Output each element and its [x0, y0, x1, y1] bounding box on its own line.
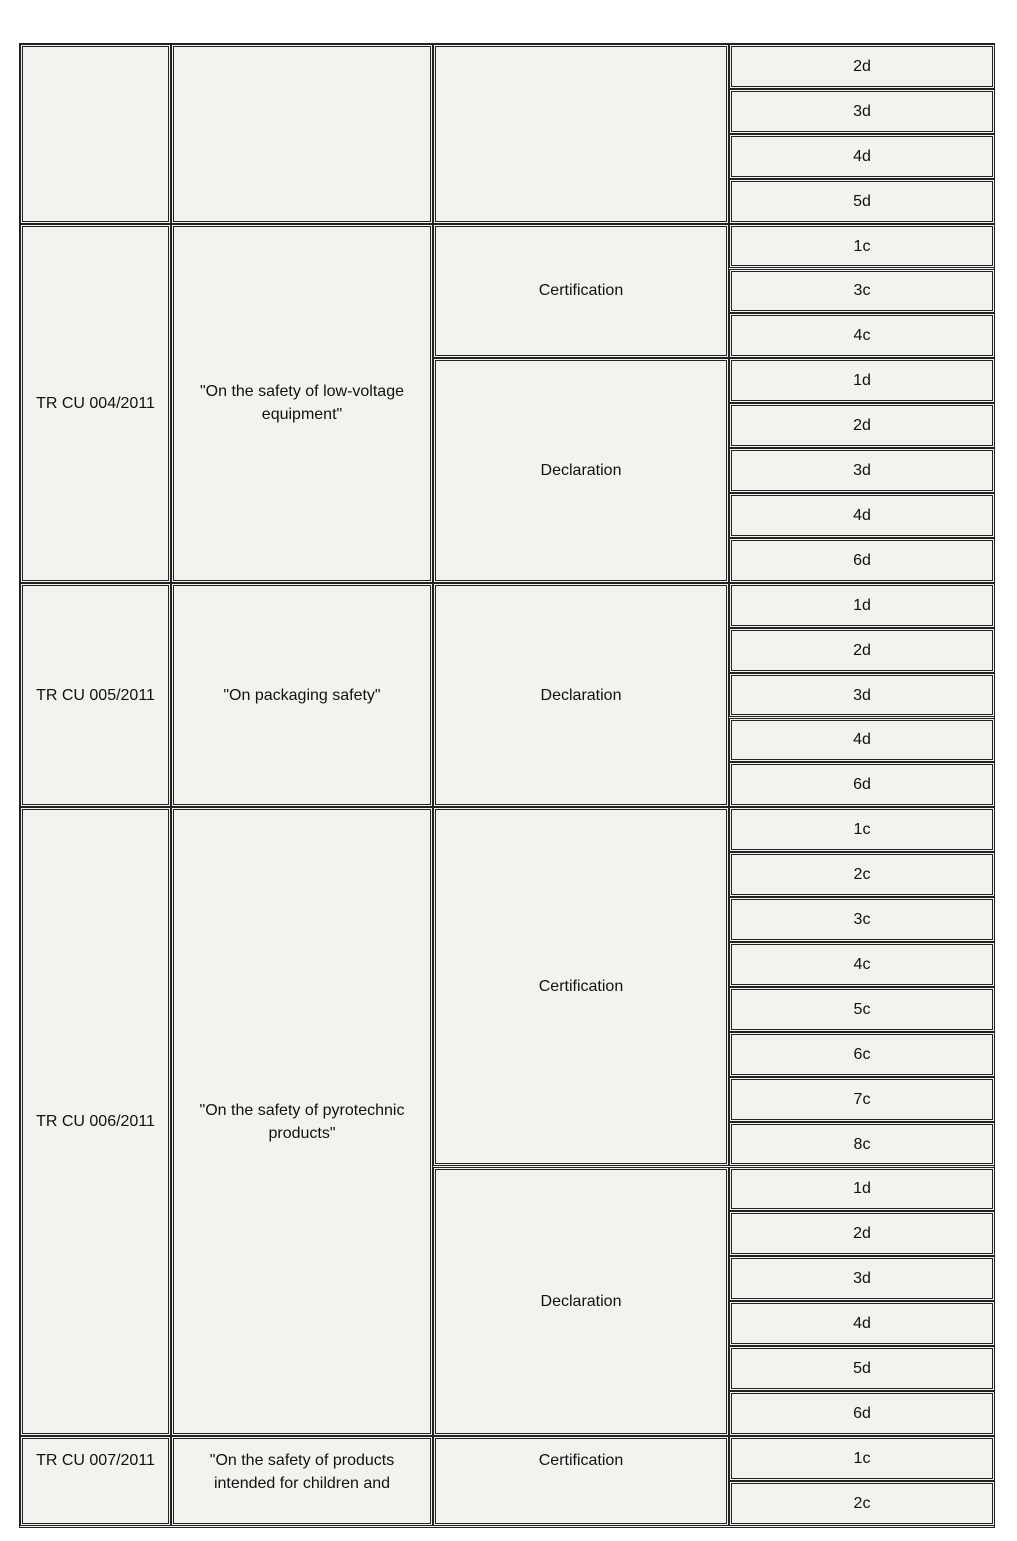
conformity-form-cell: Certification [433, 224, 729, 359]
scheme-cell: 4c [729, 942, 995, 987]
conformity-form-cell [433, 44, 729, 224]
scheme-cell: 3c [729, 269, 995, 314]
scheme-cell: 1c [729, 807, 995, 852]
scheme-cell: 4d [729, 718, 995, 763]
scheme-cell: 6d [729, 762, 995, 807]
scheme-cell: 1d [729, 358, 995, 403]
scheme-cell: 3c [729, 897, 995, 942]
regulation-title-cell: "On the safety of low-voltage equipment" [171, 224, 433, 583]
conformity-form-cell: Declaration [433, 583, 729, 808]
regulation-code-cell: TR CU 006/2011 [20, 807, 171, 1436]
scheme-cell: 3d [729, 89, 995, 134]
scheme-cell: 1c [729, 1436, 995, 1481]
regulation-title-cell: "On packaging safety" [171, 583, 433, 808]
scheme-cell: 6d [729, 1391, 995, 1436]
scheme-cell: 2c [729, 1481, 995, 1526]
scheme-cell: 7c [729, 1077, 995, 1122]
scheme-cell: 2d [729, 628, 995, 673]
regulation-code-cell: TR CU 004/2011 [20, 224, 171, 583]
scheme-cell: 3d [729, 1256, 995, 1301]
scheme-cell: 4d [729, 493, 995, 538]
scheme-cell: 8c [729, 1122, 995, 1167]
scheme-cell: 6c [729, 1032, 995, 1077]
scheme-cell: 5d [729, 1346, 995, 1391]
scheme-cell: 5c [729, 987, 995, 1032]
scheme-cell: 3d [729, 448, 995, 493]
scheme-cell: 4c [729, 313, 995, 358]
scheme-cell: 2d [729, 44, 995, 89]
regulation-title-cell: "On the safety of pyrotechnic products" [171, 807, 433, 1436]
conformity-form-cell: Declaration [433, 1167, 729, 1436]
regulation-code-cell: TR CU 007/2011 [20, 1436, 171, 1526]
scheme-cell: 4d [729, 134, 995, 179]
regulation-title-cell [171, 44, 433, 224]
scheme-cell: 1d [729, 1167, 995, 1212]
scheme-cell: 4d [729, 1301, 995, 1346]
scheme-cell: 2c [729, 852, 995, 897]
scheme-cell: 3d [729, 673, 995, 718]
scheme-cell: 2d [729, 403, 995, 448]
regulation-code-cell [20, 44, 171, 224]
regulations-table [19, 43, 995, 1528]
scheme-cell: 2d [729, 1211, 995, 1256]
scheme-cell: 1d [729, 583, 995, 628]
scheme-cell: 6d [729, 538, 995, 583]
scheme-cell: 5d [729, 179, 995, 224]
regulation-code-cell: TR CU 005/2011 [20, 583, 171, 808]
regulation-title-cell: "On the safety of products intended for children and [171, 1436, 433, 1526]
conformity-form-cell: Declaration [433, 358, 729, 583]
conformity-form-cell: Certification [433, 807, 729, 1166]
conformity-form-cell: Certification [433, 1436, 729, 1526]
scheme-cell: 1c [729, 224, 995, 269]
